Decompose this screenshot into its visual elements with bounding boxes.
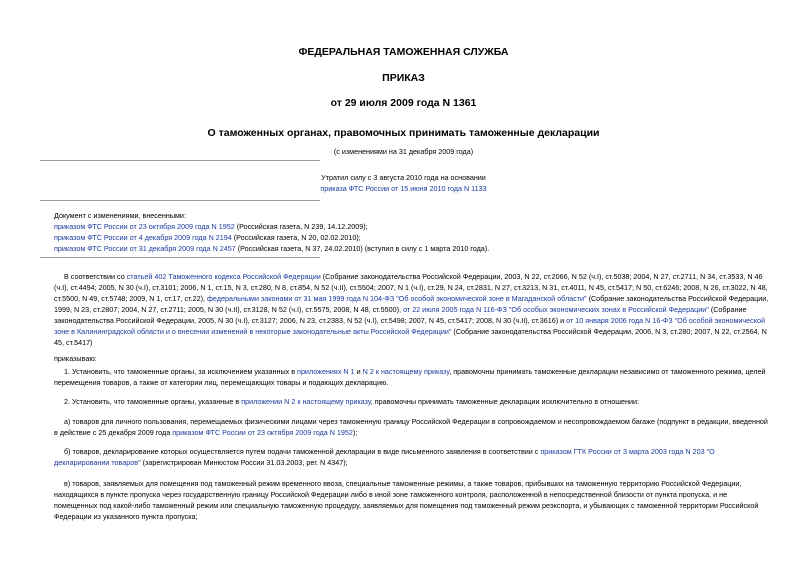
- clause-text: 2. Установить, что таможенные органы, указанные в: [64, 397, 242, 406]
- doc-type-heading: ПРИКАЗ: [382, 72, 425, 84]
- clause-text: а) товаров для личного пользования, перемещаемых физическими лицами через таможенную границу Российской Федерации в сопровождаемом и несопровождаемом багаже (подпункт в редакции, введенной в действие с 25 декабря 2009 года: [54, 417, 768, 437]
- preamble-text: (Собрание законодательства Российской Федерации, 1999, N 23, ст.2807; 2004, N 27, ст.2711; 2005, N 30 (ч.II), ст.3128, N 52 (ч.I), ст.5575, 2008, N 48, ст.5500),: [54, 294, 769, 314]
- appendix-1-link[interactable]: приложениях N 1: [297, 367, 355, 376]
- clause-text: и: [354, 367, 363, 376]
- doc-title: О таможенных органах, правомочных принимать таможенные декларации: [207, 127, 600, 139]
- amendment-link-2457[interactable]: приказом ФТС России от 31 декабря 2009 года N 2457: [54, 244, 236, 253]
- clause-text: (зарегистрирован Минюстом России 31.03.2003, рег. N 4347);: [140, 458, 348, 467]
- preamble-text: (Собрание законодательства Российской Федерации, 2003, N 22, ст.2066, N 52 (ч.I), ст.5038; 2004, N 27, ст.2711, N 34, ст.3533, N 46 (ч.I), ст.4494; 2005, N 30 (ч.I), ст.3101; 2006, N 1, ст.15, N 3, ст.280, N 8, ст.854, N 52 (ч.II), ст.5504; 2007, N 1 (ч.I), ст.29, N 24, ст.2831, N 27, ст.3213, N 31, ст.4011, N 45, ст.5417; N 50, ст.6246; 2008, N 26, ст.3022, N 48, ст.5500, N 49, ст.5748; 2009, N 1, ст.17, ст.22),: [54, 272, 768, 303]
- changes-note: (с изменениями на 31 декабря 2009 года): [333, 147, 474, 156]
- law-104fz-link[interactable]: федеральными законами от 31 мая 1999 года N 104-ФЗ "Об особой экономической зоне в Магаданской области": [207, 294, 587, 303]
- divider-1: [40, 160, 320, 161]
- preamble-text: (Собрание законодательства Российской Федерации, 2006, N 3, ст.280; 2007, N 22, ст.2564, N 45, ст.5417): [54, 327, 767, 347]
- law-116fz-link[interactable]: от 22 июля 2005 года N 116-ФЗ "Об особых экономических зонах в Российской Федерации": [403, 305, 709, 314]
- customs-code-link[interactable]: статьей 402 Таможенного кодекса Российской Федерации: [126, 272, 321, 281]
- clause-text: , правомочны принимать таможенные декларации исключительно в отношении:: [370, 397, 640, 406]
- agency-heading: ФЕДЕРАЛЬНАЯ ТАМОЖЕННАЯ СЛУЖБА: [298, 46, 509, 58]
- appendix-2-link[interactable]: приложении N 2 к настоящему приказу: [241, 397, 371, 406]
- repeal-order-link[interactable]: приказа ФТС России от 15 июня 2010 года N 1133: [320, 184, 487, 193]
- clause-2: [54, 396, 772, 407]
- amendment-item: [54, 244, 489, 254]
- preamble-text: В соответствии со: [64, 272, 127, 281]
- amendment-source: (Российская газета, N 20, 02.02.2010);: [231, 233, 361, 242]
- clause-text: );: [352, 428, 358, 437]
- clause-text: , правомочны принимать таможенные декларации независимо от таможенного режима, целей перемещения товаров, а также от категории лиц, перемещающих товары и подающих декларацию.: [54, 367, 766, 387]
- status-line: Утратил силу с 3 августа 2010 года на основании: [321, 173, 486, 182]
- preamble-paragraph: [54, 271, 772, 348]
- amendments-intro: Документ с изменениями, внесенными:: [54, 211, 186, 220]
- divider-2: [40, 200, 320, 201]
- clause-a: [54, 416, 772, 438]
- amendment-source: (Российская газета, N 239, 14.12.2009);: [234, 222, 368, 231]
- clause-1: [54, 366, 772, 388]
- doc-date-number: от 29 июля 2009 года N 1361: [330, 97, 477, 109]
- appendix-2-link[interactable]: N 2 к настоящему приказу: [362, 367, 450, 376]
- amendment-item: [54, 222, 368, 232]
- amendment-link-2194[interactable]: приказом ФТС России от 4 декабря 2009 года N 2194: [54, 233, 232, 242]
- amendment-source: (Российская газета, N 37, 24.02.2010) (вступил в силу с 1 марта 2010 года).: [235, 244, 490, 253]
- law-16fz-link[interactable]: от 10 января 2006 года N 16-ФЗ "Об особой экономической зоне в Калининградской области и о внесении изменений в некоторые законодательные акты Российской Федерации": [54, 316, 765, 336]
- order-word: приказываю:: [54, 354, 97, 363]
- clause-b: [54, 446, 772, 468]
- clause-text: б) товаров, декларирование которых осуществляется путем подачи таможенной декларации в виде письменного заявления в соответствии с: [64, 447, 541, 456]
- clause-text: 1. Установить, что таможенные органы, за исключением указанных в: [64, 367, 298, 376]
- amendment-link-1952[interactable]: приказом ФТС России от 23 октября 2009 года N 1952: [54, 222, 235, 231]
- preamble-text: (Собрание законодательства Российской Федерации, 2005, N 30 (ч.I), ст.3127; 2006, N 23, ст.2383, N 52 (ч.I), ст.5498; 2007, N 45, ст.5417; 2008, N 30 (ч.II), ст.3616) и: [54, 305, 747, 325]
- order-1952-link[interactable]: приказом ФТС России от 23 октября 2009 года N 1952: [172, 428, 353, 437]
- clause-v: в) товаров, заявляемых для помещения под таможенный режим временного ввоза, специальные таможенные режимы, а также товаров, прибывших на таможенную территорию Российской Федерации, находящихся в пункте пропуска через государственную границу Российской Федерации либо в иной зоне таможенного контроля, расположенной в непосредственной близости от пункта пропуска, и не помещенных под какой-либо таможенный режим или специальную таможенную процедуру, заявляемых для помещения под таможенный режим реэкспорта, и убывающих с таможенной территории Российской Федерации из указанного пункта пропуска;: [54, 479, 759, 521]
- gtk-order-203-link[interactable]: приказом ГТК России от 3 марта 2003 года N 203 "О декларировании товаров": [54, 447, 715, 467]
- divider-3: [40, 257, 320, 258]
- amendment-item: [54, 233, 361, 243]
